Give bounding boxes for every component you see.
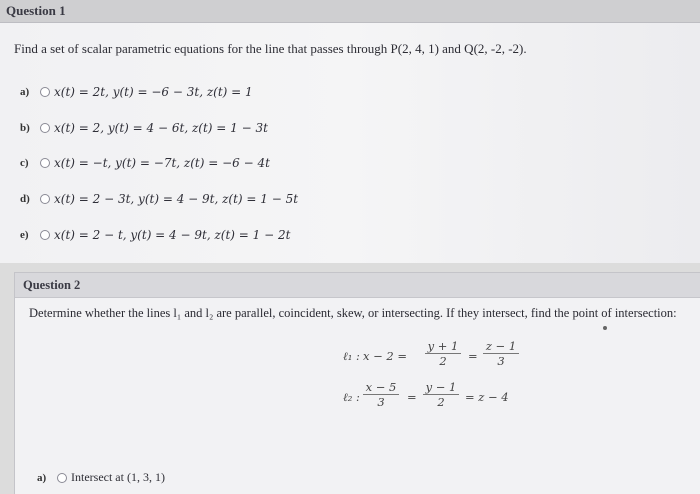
option-letter: a) bbox=[20, 86, 30, 98]
option-text: x(t) = −t, y(t) = −7t, z(t) = −6 − 4t bbox=[54, 156, 270, 170]
option-letter: d) bbox=[20, 193, 30, 205]
question-2-header bbox=[15, 273, 700, 298]
line2-fraction-y bbox=[423, 380, 459, 409]
line1-lhs: x − 2 = bbox=[363, 349, 408, 363]
radio-button[interactable] bbox=[40, 87, 50, 97]
question-2-title: Question 2 bbox=[23, 278, 81, 292]
question-2-prompt: Determine whether the lines l₁ and l₂ are parallel, coincident, skew, or intersecting. If they intersect, find the point of intersection: bbox=[29, 306, 677, 320]
mouse-cursor-dot bbox=[603, 326, 607, 330]
radio-button[interactable] bbox=[40, 230, 50, 240]
fraction-denominator: 3 bbox=[497, 354, 505, 368]
option-letter: c) bbox=[20, 157, 29, 169]
question-2-option-a[interactable] bbox=[37, 470, 165, 485]
fraction-numerator: x − 5 bbox=[363, 380, 399, 395]
option-letter: b) bbox=[20, 122, 30, 134]
option-text: x(t) = 2t, y(t) = −6 − 3t, z(t) = 1 bbox=[54, 85, 253, 99]
option-d[interactable] bbox=[20, 192, 298, 206]
fraction-numerator: z − 1 bbox=[483, 339, 519, 354]
radio-button[interactable] bbox=[57, 473, 67, 483]
line2-label: ℓ₂ : bbox=[343, 390, 360, 404]
radio-button[interactable] bbox=[40, 194, 50, 204]
option-c[interactable] bbox=[20, 156, 270, 170]
fraction-numerator: y − 1 bbox=[423, 380, 459, 395]
option-text: x(t) = 2, y(t) = 4 − 6t, z(t) = 1 − 3t bbox=[54, 121, 268, 135]
line1-fraction-z bbox=[483, 339, 519, 368]
option-text: x(t) = 2 − t, y(t) = 4 − 9t, z(t) = 1 − 2t bbox=[54, 228, 291, 242]
radio-button[interactable] bbox=[40, 123, 50, 133]
question-2-panel bbox=[14, 272, 700, 494]
line2-fraction-x bbox=[363, 380, 399, 409]
equals-sign: = bbox=[407, 390, 417, 404]
fraction-numerator: y + 1 bbox=[425, 339, 461, 354]
equals-sign: = bbox=[468, 349, 478, 363]
question-1-prompt: Find a set of scalar parametric equations for the line that passes through P(2, 4, 1) and Q(2, -2, -2). bbox=[14, 41, 527, 56]
question-1-header bbox=[0, 0, 700, 23]
option-e[interactable] bbox=[20, 228, 290, 242]
line2-rhs: = z − 4 bbox=[465, 390, 509, 404]
radio-button[interactable] bbox=[40, 158, 50, 168]
fraction-denominator: 2 bbox=[439, 354, 447, 368]
line1-fraction-y bbox=[425, 339, 461, 368]
question-1-title: Question 1 bbox=[6, 3, 66, 18]
question-1-body bbox=[0, 23, 700, 263]
fraction-denominator: 2 bbox=[437, 395, 445, 409]
option-letter: a) bbox=[37, 471, 47, 484]
option-text: x(t) = 2 − 3t, y(t) = 4 − 9t, z(t) = 1 − 5t bbox=[54, 192, 299, 206]
option-a[interactable] bbox=[20, 85, 253, 99]
option-text: Intersect at (1, 3, 1) bbox=[71, 470, 165, 484]
fraction-denominator: 3 bbox=[377, 395, 385, 409]
option-b[interactable] bbox=[20, 121, 268, 135]
option-letter: e) bbox=[20, 229, 29, 241]
line1-label: ℓ₁ : bbox=[343, 349, 360, 363]
